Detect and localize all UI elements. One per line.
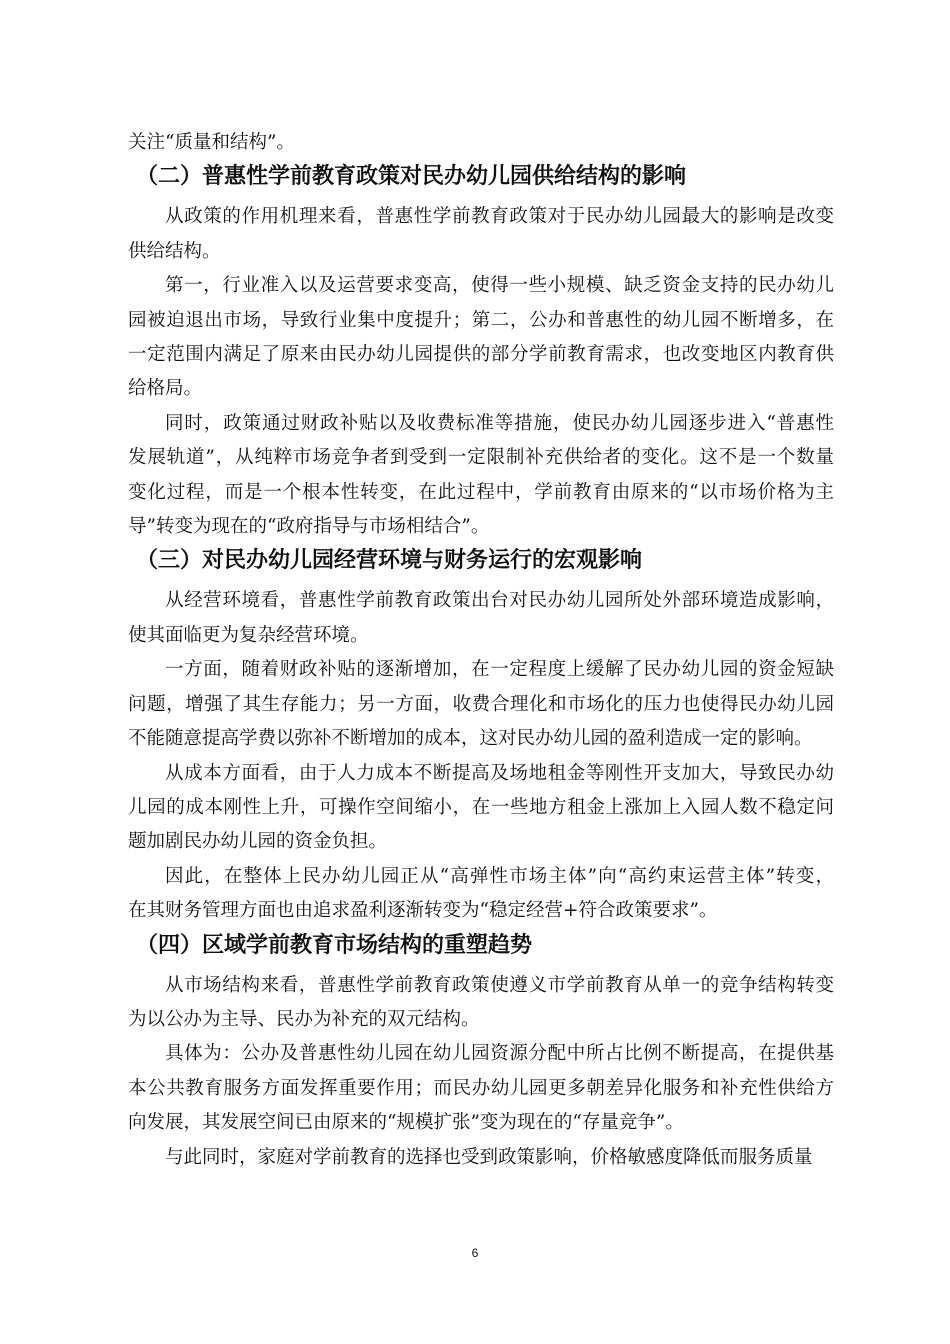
paragraph-line: 同时，政策通过财政补贴以及收费标准等措施，使民办幼儿园逐步进入“普惠性 <box>165 412 834 434</box>
lead-line: 关注“质量和结构”。 <box>128 132 295 153</box>
paragraph-line: 一方面，随着财政补贴的逐渐增加，在一定程度上缓解了民办幼儿园的资金短缺 <box>165 659 834 681</box>
paragraph-line: 使其面临更为复杂经营环境。 <box>128 624 369 646</box>
paragraph-line: 园被迫退出市场，导致行业集中度提升；第二，公办和普惠性的幼儿园不断增多，在 <box>128 309 834 331</box>
paragraph-line: 发展轨道”，从纯粹市场竞争者到受到一定限制补充供给者的变化。这不是一个数量 <box>128 447 834 469</box>
paragraph-line: 给格局。 <box>128 378 203 400</box>
paragraph-line: 从政策的作用机理来看，普惠性学前教育政策对于民办幼儿园最大的影响是改变 <box>165 206 834 228</box>
paragraph-line: 题加剧民办幼儿园的资金负担。 <box>128 831 388 853</box>
section-4-body <box>128 969 834 1175</box>
paragraph-line: 本公共教育服务方面发挥重要作用；而民办幼儿园更多朝差异化服务和补充性供给方 <box>128 1077 834 1099</box>
section-heading-3: （三）对民办幼儿园经营环境与财务运行的宏观影响 <box>136 548 643 574</box>
paragraph-line: 在其财务管理方面也由追求盈利逐渐转变为“稳定经营+符合政策要求”。 <box>128 900 718 922</box>
section-heading-4: （四）区域学前教育市场结构的重塑趋势 <box>136 932 533 958</box>
paragraph-line: 从市场结构来看，普惠性学前教育政策使遵义市学前教育从单一的竞争结构转变 <box>165 974 834 996</box>
paragraph-line: 供给结构。 <box>128 240 221 262</box>
section-heading-2: （二）普惠性学前教育政策对民办幼儿园供给结构的影响 <box>136 164 687 190</box>
section-2-body <box>128 200 834 544</box>
paragraph-line: 变化过程，而是一个根本性转变，在此过程中，学前教育由原来的“以市场价格为主 <box>128 481 834 503</box>
paragraph-line: 为以公办为主导、民办为补充的双元结构。 <box>128 1008 480 1030</box>
page-body <box>128 126 834 1175</box>
paragraph-line: 导”转变为现在的“政府指导与市场相结合”。 <box>128 516 490 538</box>
paragraph-line: 不能随意提高学费以弥补不断增加的成本，这对民办幼儿园的盈利造成一定的影响。 <box>128 728 813 750</box>
paragraph-line: 从经营环境看，普惠性学前教育政策出台对民办幼儿园所处外部环境造成影响， <box>165 590 834 612</box>
paragraph-line: 从成本方面看，由于人力成本不断提高及场地租金等刚性开支加大，导致民办幼 <box>165 762 834 784</box>
paragraph-line: 儿园的成本刚性上升，可操作空间缩小，在一些地方租金上涨加上入园人数不稳定问 <box>128 796 834 818</box>
paragraph-line: 向发展，其发展空间已由原来的“规模扩张”变为现在的“存量竞争”。 <box>128 1112 684 1134</box>
paragraph-line: 具体为：公办及普惠性幼儿园在幼儿园资源分配中所占比例不断提高，在提供基 <box>165 1043 834 1065</box>
paragraph-line: 一定范围内满足了原来由民办幼儿园提供的部分学前教育需求，也改变地区内教育供 <box>128 344 834 366</box>
paragraph-line: 因此，在整体上民办幼儿园正从“高弹性市场主体”向“高约束运营主体”转变， <box>165 865 834 887</box>
paragraph-line: 第一，行业准入以及运营要求变高，使得一些小规模、缺乏资金支持的民办幼儿 <box>165 275 834 297</box>
section-3-body <box>128 584 834 928</box>
page-number: 6 <box>471 1246 479 1260</box>
paragraph-line: 与此同时，家庭对学前教育的选择也受到政策影响，价格敏感度降低而服务质量 <box>165 1146 813 1168</box>
paragraph-line: 问题，增强了其生存能力；另一方面，收费合理化和市场化的压力也使得民办幼儿园 <box>128 693 834 715</box>
